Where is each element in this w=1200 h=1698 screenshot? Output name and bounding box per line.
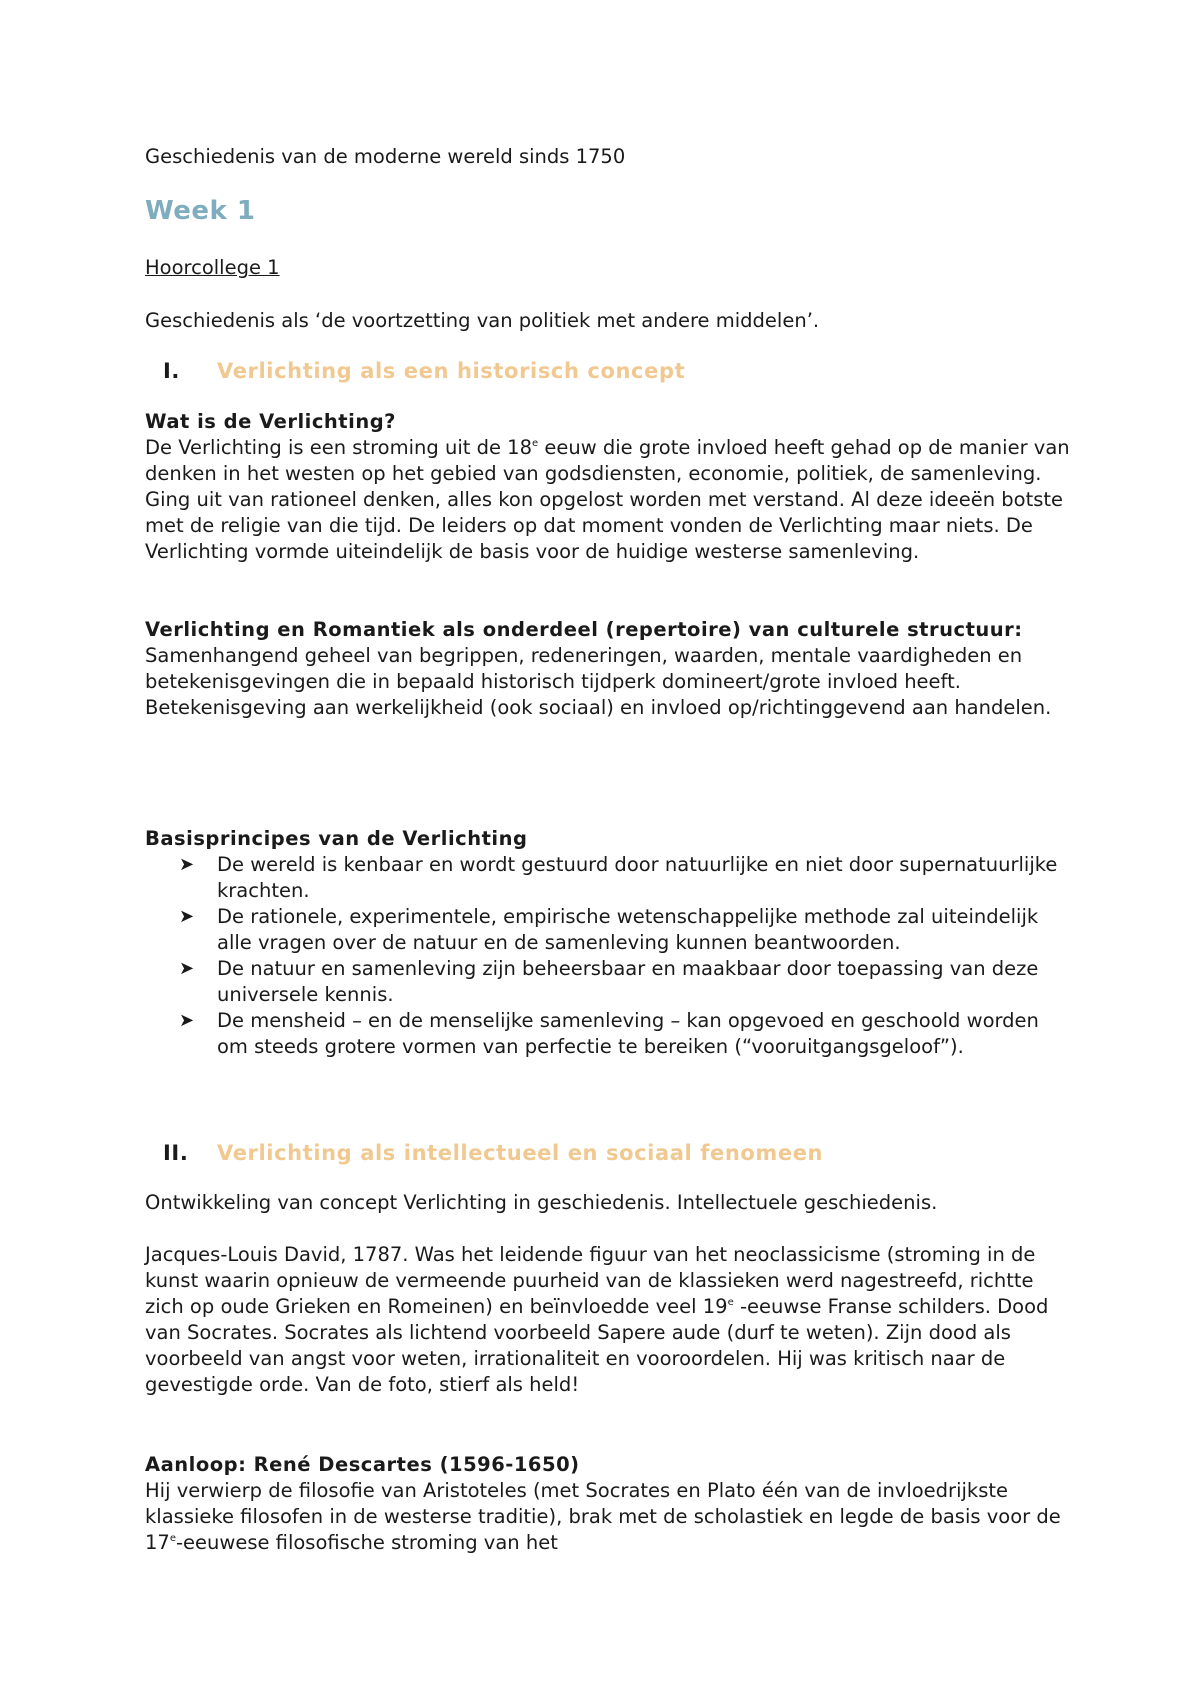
section-title: Verlichting als intellectueel en sociaal fenomeen: [217, 1141, 824, 1165]
text: Hij verwierp de filosofie van Aristoteles (met Socrates en Plato één van de invloedrijkste klassieke filosofen in de westerse traditie), brak met de scholastiek en legde de basis voor de 17: [145, 1479, 1061, 1554]
wat-is-block: [145, 409, 1075, 565]
arrow-bullet-icon: ➤: [179, 1010, 195, 1031]
paragraph: [145, 435, 1075, 565]
bullet-list: [145, 852, 1075, 1060]
superscript: e: [531, 438, 539, 449]
section-number: I.: [163, 359, 180, 383]
paragraph: Betekenisgeving aan werkelijkheid (ook sociaal) en invloed op/richtinggevend aan handelen.: [145, 696, 1052, 719]
romantiek-block: [145, 617, 1075, 721]
paragraph: [145, 1242, 1075, 1398]
paragraph: [145, 1478, 1075, 1556]
paragraph: Samenhangend geheel van begrippen, redeneringen, waarden, mentale vaardigheden en betekenisgevingen die in bepaald historisch tijdperk domineert/grote invloed heeft.: [145, 644, 1023, 693]
arrow-bullet-icon: ➤: [179, 906, 195, 927]
week-heading: Week 1: [145, 196, 256, 226]
subheading: Wat is de Verlichting?: [145, 410, 396, 433]
list-item-text: De wereld is kenbaar en wordt gestuurd door natuurlijke en niet door supernatuurlijke krachten.: [217, 853, 1058, 902]
text: Jacques-Louis David, 1787. Was het leidende figuur van het neoclassicisme (stroming in de kunst waarin opnieuw de vermeende puurheid van de klassieken werd nagestreefd, richtte zich op oude Grieken en Romeinen) en beïnvloedde veel 19: [145, 1243, 1036, 1318]
list-item: [145, 1008, 1075, 1060]
text: eeuw die grote invloed heeft gehad op de manier van denken in het westen op het gebied van godsdiensten, economie, politiek, de samenleving. Ging uit van rationeel denken, alles kon opgelost worden met verstand. Al deze ideeën botste met de religie van die tijd. De leiders op dat moment vonden de Verlichting maar niets. De Verlichting vormde uiteindelijk de basis voor de huidige westerse samenleving.: [145, 436, 1070, 563]
text: -eeuwese filosofische stroming van het: [175, 1531, 558, 1554]
descartes-block: [145, 1452, 1075, 1556]
text: -eeuwse Franse schilders. Dood van Socrates. Socrates als lichtend voorbeeld Sapere aude (durf te weten). Zijn dood als voorbeeld van angst voor weten, irrationaliteit en vooroordelen. Hij was kritisch naar de gevestigde orde. Van de foto, stierf als held!: [145, 1295, 1049, 1396]
paragraph: Ontwikkeling van concept Verlichting in geschiedenis. Intellectuele geschiedenis.: [145, 1191, 938, 1214]
arrow-bullet-icon: ➤: [179, 854, 195, 875]
lecture-heading: Hoorcollege 1: [145, 256, 280, 279]
subheading: Aanloop: René Descartes (1596-1650): [145, 1453, 580, 1476]
list-item-text: De rationele, experimentele, empirische wetenschappelijke methode zal uiteindelijk alle vragen over de natuur en de samenleving kunnen beantwoorden.: [217, 905, 1039, 954]
basisprincipes-block: [145, 826, 1075, 1060]
subheading: Verlichting en Romantiek als onderdeel (repertoire) van culturele structuur:: [145, 618, 1023, 641]
superscript: e: [169, 1533, 176, 1544]
document-title: Geschiedenis van de moderne wereld sinds 1750: [145, 145, 626, 168]
list-item: [145, 956, 1075, 1008]
section-number: II.: [163, 1141, 189, 1165]
superscript: e: [727, 1297, 734, 1308]
section-title: Verlichting als een historisch concept: [217, 359, 686, 383]
arrow-bullet-icon: ➤: [179, 958, 195, 979]
list-item: [145, 904, 1075, 956]
ontwikkeling-block: [145, 1190, 1075, 1216]
list-item-text: De mensheid – en de menselijke samenleving – kan opgevoed en geschoold worden om steeds grotere vormen van perfectie te bereiken (“vooruitgangsgeloof”).: [217, 1009, 1039, 1058]
list-item: [145, 852, 1075, 904]
david-block: [145, 1242, 1075, 1398]
text: De Verlichting is een stroming uit de 18: [145, 436, 532, 459]
list-item-text: De natuur en samenleving zijn beheersbaar en maakbaar door toepassing van deze universele kennis.: [217, 957, 1039, 1006]
subheading: Basisprincipes van de Verlichting: [145, 827, 528, 850]
intro-quote: Geschiedenis als ‘de voortzetting van politiek met andere middelen’.: [145, 309, 820, 332]
